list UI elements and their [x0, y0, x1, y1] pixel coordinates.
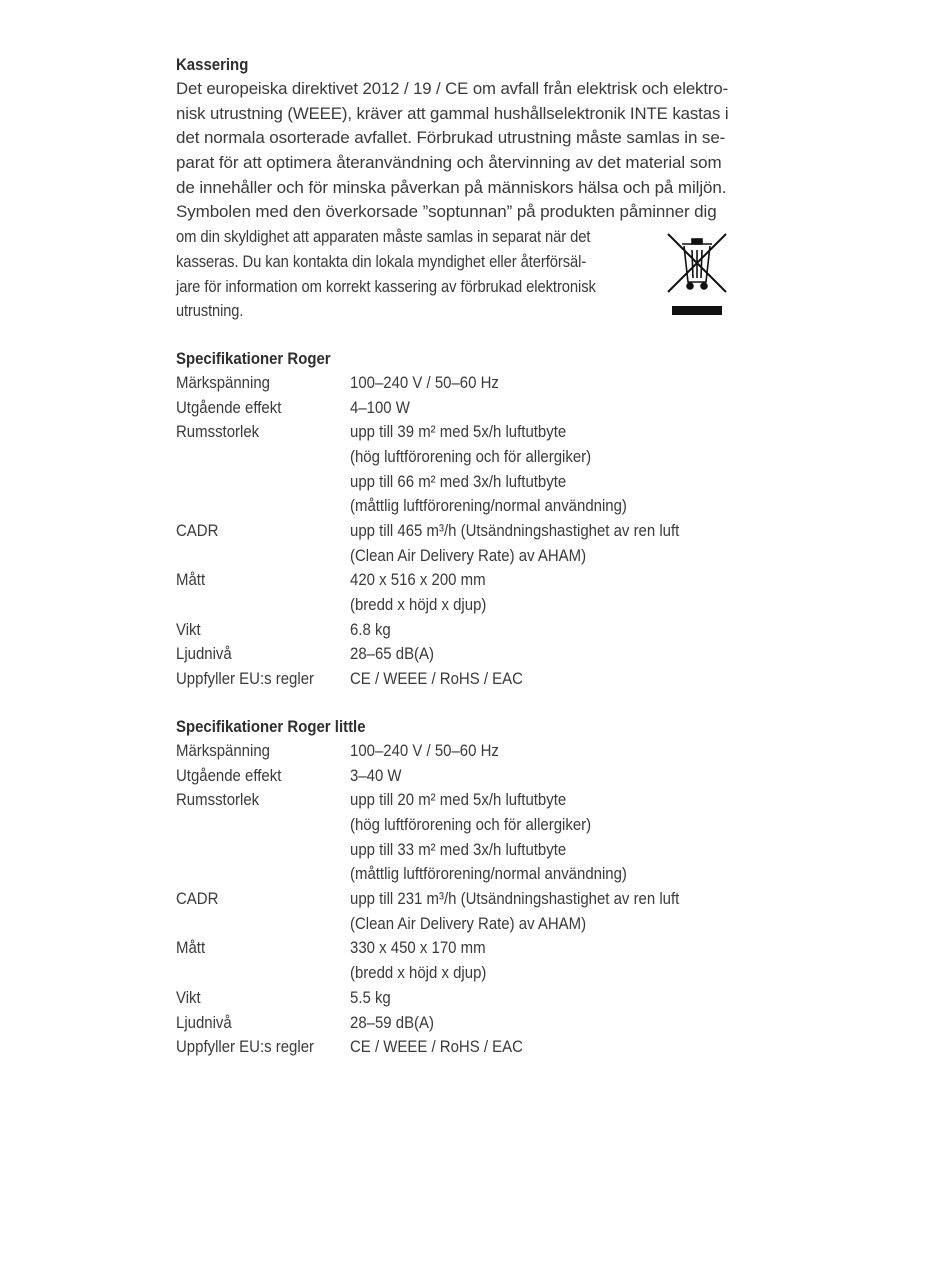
specs-roger-little-section	[176, 714, 728, 1060]
disposal-heading: Kassering	[176, 55, 249, 74]
disposal-line: parat för att optimera återanvändning och återvinning av det material som	[176, 153, 722, 173]
spec-row	[176, 371, 728, 396]
spec-value: upp till 33 m² med 3x/h luftutbyte	[350, 839, 567, 859]
spec-value: 100–240 V / 50–60 Hz	[350, 740, 499, 760]
spec-values	[350, 667, 728, 692]
spec-value: CE / WEEE / RoHS / EAC	[350, 1037, 523, 1057]
spec-value: (måttlig luftförorening/normal användning)	[350, 496, 627, 516]
disposal-line: Det europeiska direktivet 2012 / 19 / CE om avfall från elektrisk och elektro-	[176, 79, 729, 98]
spec-value: (Clean Air Delivery Rate) av AHAM)	[350, 545, 587, 565]
specs-roger-heading: Specifikationer Roger	[176, 348, 331, 368]
spec-label: Mått	[176, 938, 206, 958]
spec-values	[350, 739, 728, 764]
spec-label: Märkspänning	[176, 372, 270, 392]
spec-values	[350, 1035, 728, 1060]
spec-label: CADR	[176, 889, 219, 909]
disposal-paragraph	[176, 77, 728, 324]
weee-crossed-bin-icon	[666, 230, 728, 320]
spec-row	[176, 788, 728, 887]
spec-value: (Clean Air Delivery Rate) av AHAM)	[350, 913, 587, 933]
spec-value: upp till 20 m² med 5x/h luftutbyte	[350, 790, 567, 810]
disposal-line: nisk utrustning (WEEE), kräver att gammal hushållselektronik INTE kastas i	[176, 103, 729, 123]
spec-value: 420 x 516 x 200 mm	[350, 570, 486, 590]
spec-label: Rumsstorlek	[176, 790, 260, 810]
spec-value: 6.8 kg	[350, 619, 391, 639]
spec-label: Uppfyller EU:s regler	[176, 669, 315, 689]
spec-values	[350, 1011, 728, 1036]
spec-row	[176, 936, 728, 985]
spec-label: Utgående effekt	[176, 397, 282, 417]
spec-value: (hög luftförorening och för allergiker)	[350, 814, 592, 834]
spec-row	[176, 519, 728, 568]
spec-values	[350, 420, 728, 519]
spec-value: 5.5 kg	[350, 987, 391, 1007]
spec-row	[176, 764, 728, 789]
spec-value: 4–100 W	[350, 397, 410, 417]
spec-value: upp till 231 m³/h (Utsändningshastighet av ren luft	[350, 889, 680, 909]
spec-value: (måttlig luftförorening/normal användning)	[350, 864, 627, 884]
spec-value: 100–240 V / 50–60 Hz	[350, 372, 499, 392]
spec-row	[176, 667, 728, 692]
spec-row	[176, 396, 728, 421]
spec-values	[350, 764, 728, 789]
spec-label: Vikt	[176, 987, 201, 1007]
spec-label: Uppfyller EU:s regler	[176, 1037, 315, 1057]
spec-values	[350, 887, 728, 936]
spec-value: 3–40 W	[350, 765, 402, 785]
disposal-section	[176, 52, 728, 324]
spec-value: (bredd x höjd x djup)	[350, 595, 487, 615]
spec-label: Ljudnivå	[176, 644, 232, 664]
spec-values	[350, 936, 728, 985]
spec-value: (bredd x höjd x djup)	[350, 963, 487, 983]
specs-roger-little-table	[176, 739, 728, 1060]
spec-row	[176, 420, 728, 519]
disposal-line: utrustning.	[176, 301, 244, 321]
spec-value: CE / WEEE / RoHS / EAC	[350, 669, 523, 689]
specs-roger-table	[176, 371, 728, 692]
disposal-line: det normala osorterade avfallet. Förbrukad utrustning måste samlas in se-	[176, 128, 726, 148]
spec-label: Utgående effekt	[176, 765, 282, 785]
spec-row	[176, 642, 728, 667]
spec-label: Mått	[176, 570, 206, 590]
disposal-line: jare för information om korrekt kassering av förbrukad elektronisk	[176, 276, 596, 296]
spec-label: Ljudnivå	[176, 1012, 232, 1032]
spec-label: Vikt	[176, 619, 201, 639]
spec-label: Rumsstorlek	[176, 422, 260, 442]
spec-value: upp till 465 m³/h (Utsändningshastighet av ren luft	[350, 521, 680, 541]
disposal-line: kasseras. Du kan kontakta din lokala myndighet eller återförsäl-	[176, 251, 587, 271]
spec-row	[176, 986, 728, 1011]
spec-row	[176, 739, 728, 764]
spec-row	[176, 1011, 728, 1036]
specs-roger-little-heading: Specifikationer Roger little	[176, 716, 366, 736]
spec-value: 28–59 dB(A)	[350, 1012, 434, 1032]
spec-value: (hög luftförorening och för allergiker)	[350, 446, 592, 466]
spec-values	[350, 519, 728, 568]
spec-row	[176, 568, 728, 617]
spec-value: upp till 39 m² med 5x/h luftutbyte	[350, 422, 567, 442]
disposal-line: om din skyldighet att apparaten måste samlas in separat när det	[176, 227, 591, 247]
spec-values	[350, 618, 728, 643]
spec-label: CADR	[176, 521, 219, 541]
spec-row	[176, 618, 728, 643]
spec-value: upp till 66 m² med 3x/h luftutbyte	[350, 471, 567, 491]
spec-values	[350, 568, 728, 617]
spec-row	[176, 1035, 728, 1060]
spec-values	[350, 396, 728, 421]
spec-values	[350, 642, 728, 667]
spec-values	[350, 788, 728, 887]
spec-row	[176, 887, 728, 936]
spec-values	[350, 371, 728, 396]
spec-value: 330 x 450 x 170 mm	[350, 938, 486, 958]
specs-roger-section	[176, 346, 728, 692]
spec-label: Märkspänning	[176, 740, 270, 760]
spec-values	[350, 986, 728, 1011]
disposal-line: de innehåller och för minska påverkan på människors hälsa och på miljön.	[176, 177, 727, 197]
spec-value: 28–65 dB(A)	[350, 644, 434, 664]
document-page	[176, 52, 728, 1060]
disposal-line: Symbolen med den överkorsade ”soptunnan” på produkten påminner dig	[176, 202, 717, 222]
